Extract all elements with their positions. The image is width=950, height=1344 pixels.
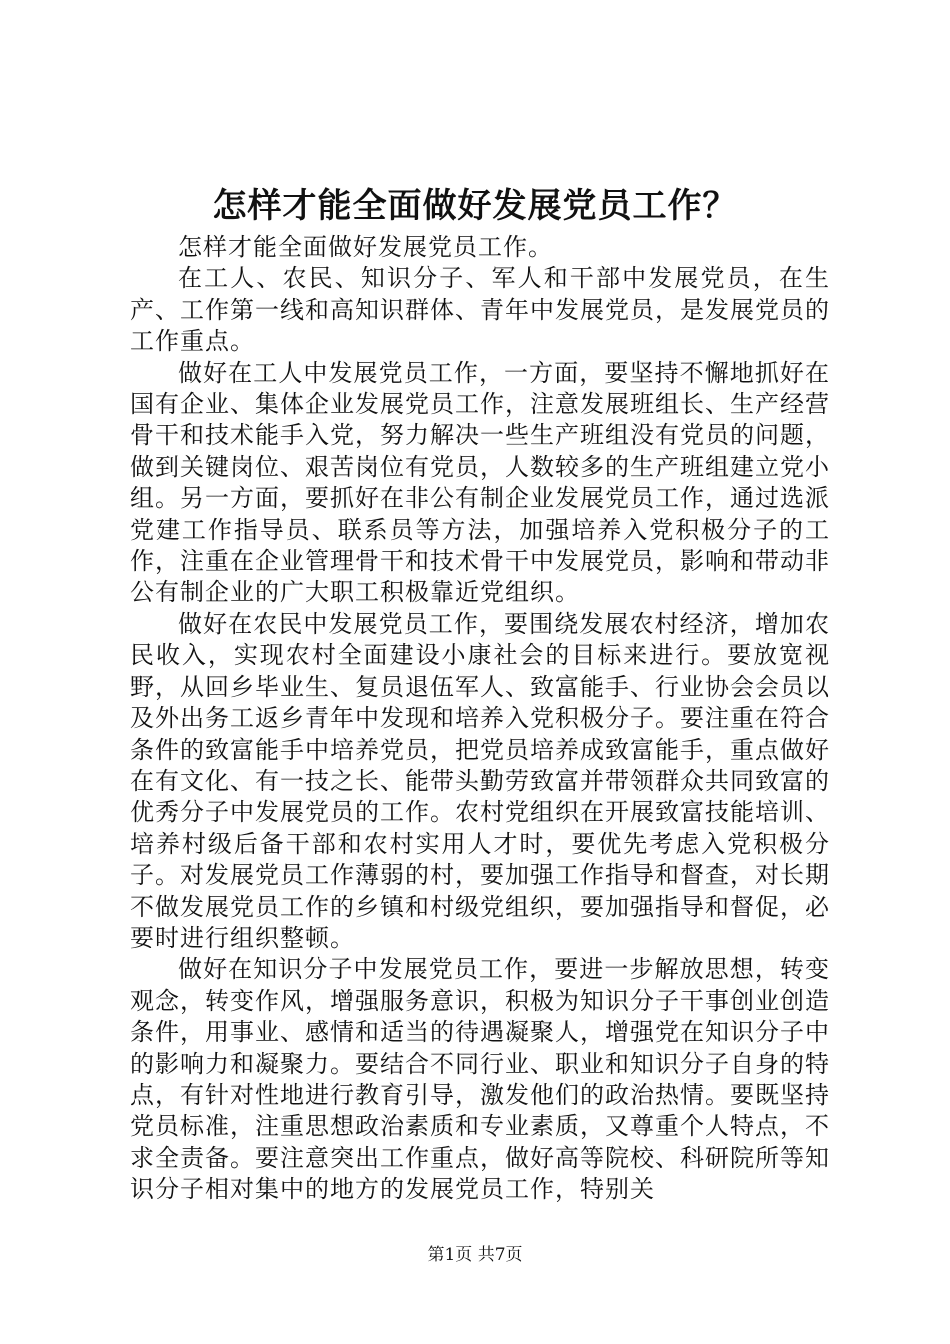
document-body [130,232,830,1206]
page-footer: 第1页 共7页 [427,1245,523,1265]
paragraph-intellectuals: 做好在知识分子中发展党员工作，要进一步解放思想，转变观念，转变作风，增强服务意识，积极为知识分子干事创业创造条件，用事业、感情和适当的待遇凝聚人，增强党在知识分子中的影响力和凝聚力。要结合不同行业、职业和知识分子自身的特点，有针对性地进行教育引导，激发他们的政治热情。要既坚持党员标准，注重思想政治素质和专业素质，又尊重个人特点，不求全责备。要注意突出工作重点，做好高等院校、科研院所等知识分子相对集中的地方的发展党员工作，特别关 [130,955,830,1204]
paragraph-intro: 怎样才能全面做好发展党员工作。 [178,233,553,261]
paragraph-workers: 做好在工人中发展党员工作，一方面，要坚持不懈地抓好在国有企业、集体企业发展党员工作，注意发展班组长、生产经营骨干和技术能手入党，努力解决一些生产班组没有党员的问题，做到关键岗位、艰苦岗位有党员，人数较多的生产班组建立党小组。另一方面，要抓好在非公有制企业发展党员工作，通过选派党建工作指导员、联系员等方法，加强培养入党积极分子的工作，注重在企业管理骨干和技术骨干中发展党员，影响和带动非公有制企业的广大职工积极靠近党组织。 [130,358,830,607]
paragraph-farmers: 做好在农民中发展党员工作，要围绕发展农村经济，增加农民收入，实现农村全面建设小康社会的目标来进行。要放宽视野，从回乡毕业生、复员退伍军人、致富能手、行业协会会员以及外出务工返乡青年中发现和培养入党积极分子。要注重在符合条件的致富能手中培养党员，把党员培养成致富能手，重点做好在有文化、有一技之长、能带头勤劳致富并带领群众共同致富的优秀分子中发展党员的工作。农村党组织在开展致富技能培训、培养村级后备干部和农村实用人才时，要优先考虑入党积极分子。对发展党员工作薄弱的村，要加强工作指导和督查，对长期不做发展党员工作的乡镇和村级党组织，要加强指导和督促，必要时进行组织整顿。 [130,609,830,952]
document-title: 怎样才能全面做好发展党员工作？ [212,186,738,226]
paragraph-focus: 在工人、农民、知识分子、军人和干部中发展党员，在生产、工作第一线和高知识群体、青年中发展党员，是发展党员的工作重点。 [130,264,830,356]
